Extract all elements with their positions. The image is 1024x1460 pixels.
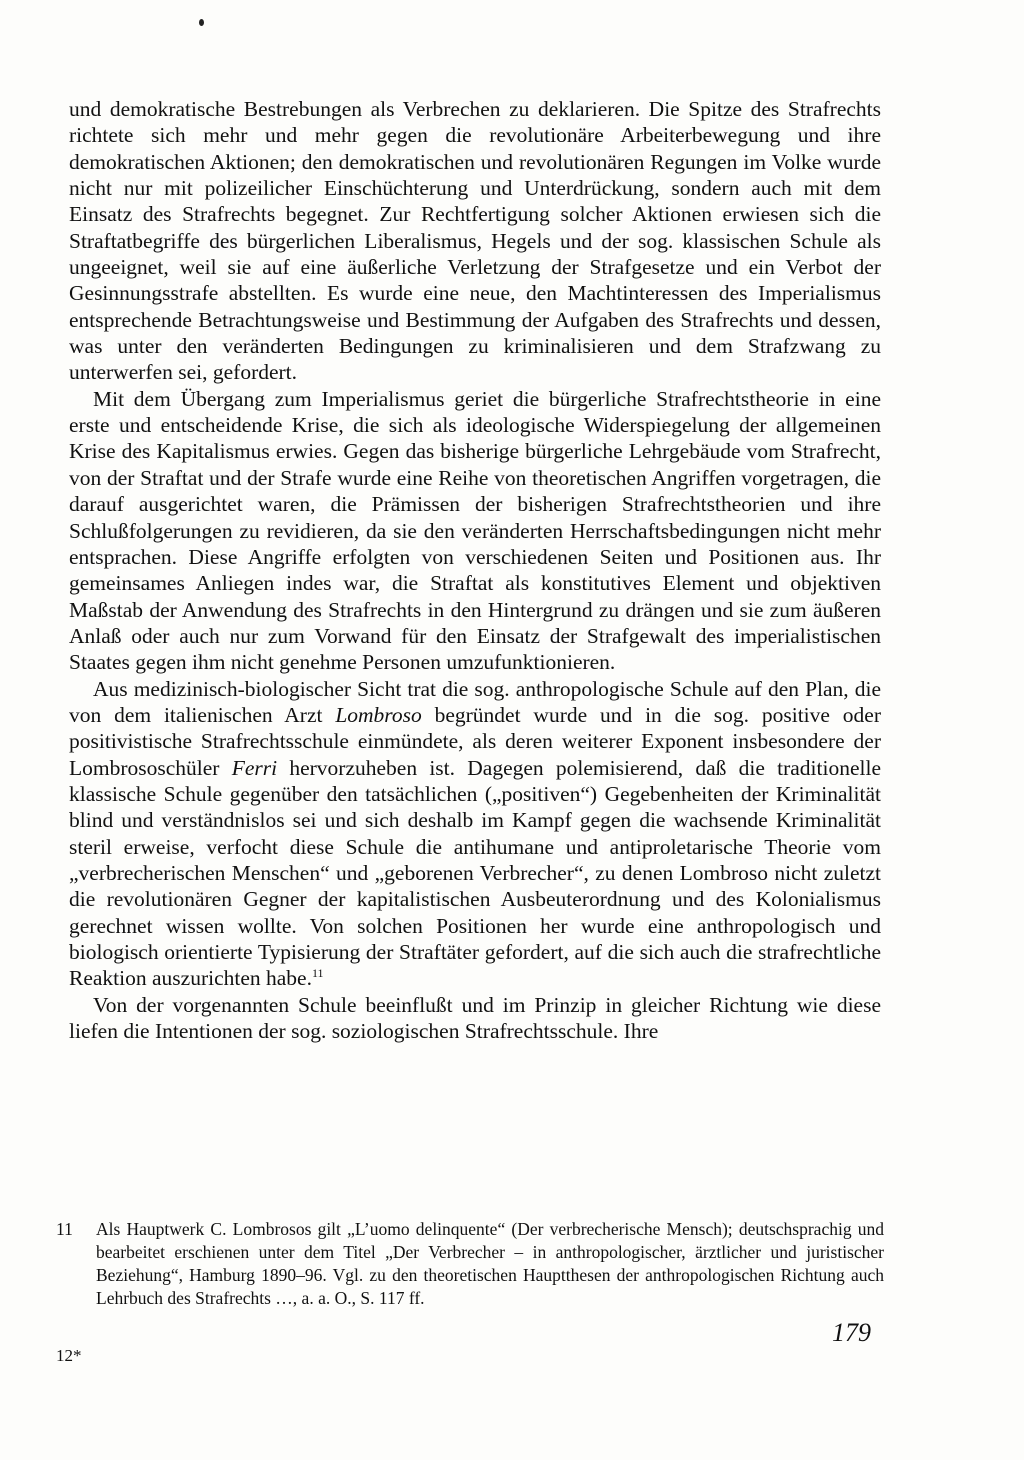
print-speck: [199, 19, 204, 26]
paragraph-3-part-1: Aus medizinisch-biologischer Sicht trat die sog. anthropologische Schule auf den Plan, die von dem italienischen Arzt: [69, 676, 881, 727]
page-number: 179: [832, 1318, 871, 1347]
footnote-text: Als Hauptwerk C. Lombrosos gilt „L’uomo delinquente“ (Der verbrecherische Mensch); deutschsprachig und bearbeitet erschienen unter dem Titel „Der Verbrecher – in anthropologischer, ärztlicher und juristischer Beziehung“, Hamburg 1890–96. Vgl. zu den theoretischen Hauptthesen der anthropologischen Richtung auch Lehrbuch des Strafrechts …, a. a. O., S. 117 ff.: [96, 1219, 884, 1308]
paragraph-3-part-3: hervorzuheben ist. Dagegen polemisierend, daß die traditionelle klassische Schule gegenüber den tatsächlichen („positiven“) Gegebenheiten der Kriminalität blind und verständnislos sei und sich deshalb im Kampf gegen die wachsende Kriminalität steril erweise, verfocht diese Schule die antihumane und antiproletarische Theorie vom „verbrecherischen Menschen“ und „geborenen Verbrecher“, zu denen Lombroso nicht zuletzt die revolutionären Gegner der kapitalistischen Ausbeuterordnung und des Kolonialismus gerechnet wissen wollte. Von solchen Positionen her wurde eine anthropologisch und biologisch orientierte Typisierung der Straftäter gefordert, auf die sich auch die strafrechtliche Reaktion auszurichten habe.: [69, 755, 881, 991]
body-text: [69, 96, 881, 1044]
name-ferri: Ferri: [231, 755, 278, 780]
footnote: [56, 1218, 884, 1310]
footnote-number: 11: [56, 1219, 73, 1239]
name-lombroso: Lombroso: [335, 702, 422, 727]
paragraph-3-part-2: begründet wurde und in die sog. positive oder positivistische Strafrechtsschule einmündete, als deren weiterer Exponent insbesondere der Lombrososchüler: [69, 702, 881, 780]
paragraph-2: Mit dem Übergang zum Imperialismus geriet die bürgerliche Strafrechtstheorie in eine erste und entscheidende Krise, die sich als ideologische Widerspiegelung der allgemeinen Krise des Kapitalismus erwies. Gegen das bisherige bürgerliche Lehrgebäude vom Strafrecht, von der Straftat und der Strafe wurde eine Reihe von theoretischen Angriffen vorgetragen, die darauf ausgerichtet waren, die Prämissen der bisherigen Strafrechtstheorien und ihre Schlußfolgerungen zu revidieren, da sie den veränderten Herrschaftsbedingungen nicht mehr entsprachen. Diese Angriffe erfolgten von verschiedenen Seiten und Positionen aus. Ihr gemeinsames Anliegen indes war, die Straftat als konstitutives Element und objektiven Maßstab der Anwendung des Strafrechts in den Hintergrund zu drängen und sie zum äußeren Anlaß oder auch nur zum Vorwand für den Einsatz der Strafgewalt des imperialistischen Staates gegen ihm nicht genehme Personen umzufunktionieren.: [69, 386, 881, 675]
paragraph-3: [69, 676, 881, 992]
paragraph-4: Von der vorgenannten Schule beeinflußt und im Prinzip in gleicher Richtung wie diese liefen die Intentionen der sog. soziologischen Strafrechtsschule. Ihre: [69, 992, 881, 1044]
signature-mark: 12*: [56, 1346, 82, 1365]
paragraph-1: und demokratische Bestrebungen als Verbrechen zu deklarieren. Die Spitze des Strafrechts richtete sich mehr und mehr gegen die revolutionäre Arbeiterbewegung und ihre demokratischen Aktionen; den demokratischen und revolutionären Regungen im Volke wurde nicht nur mit polizeilicher Einschüchterung und Unterdrückung, sondern auch mit dem Einsatz des Strafrechts begegnet. Zur Rechtfertigung solcher Aktionen erwiesen sich die Straftatbegriffe des bürgerlichen Liberalismus, Hegels und der sog. klassischen Schule als ungeeignet, weil sie auf eine äußerliche Verletzung der Strafgesetze und ein Verbot der Gesinnungsstrafe abstellten. Es wurde eine neue, den Machtinteressen des Imperialismus entsprechende Betrachtungsweise und Bestimmung der Aufgaben des Strafrechts und dessen, was unter den veränderten Bedingungen zu kriminalisieren und dem Strafzwang zu unterwerfen sei, gefordert.: [69, 97, 881, 385]
footnote-reference: 11: [311, 966, 324, 981]
